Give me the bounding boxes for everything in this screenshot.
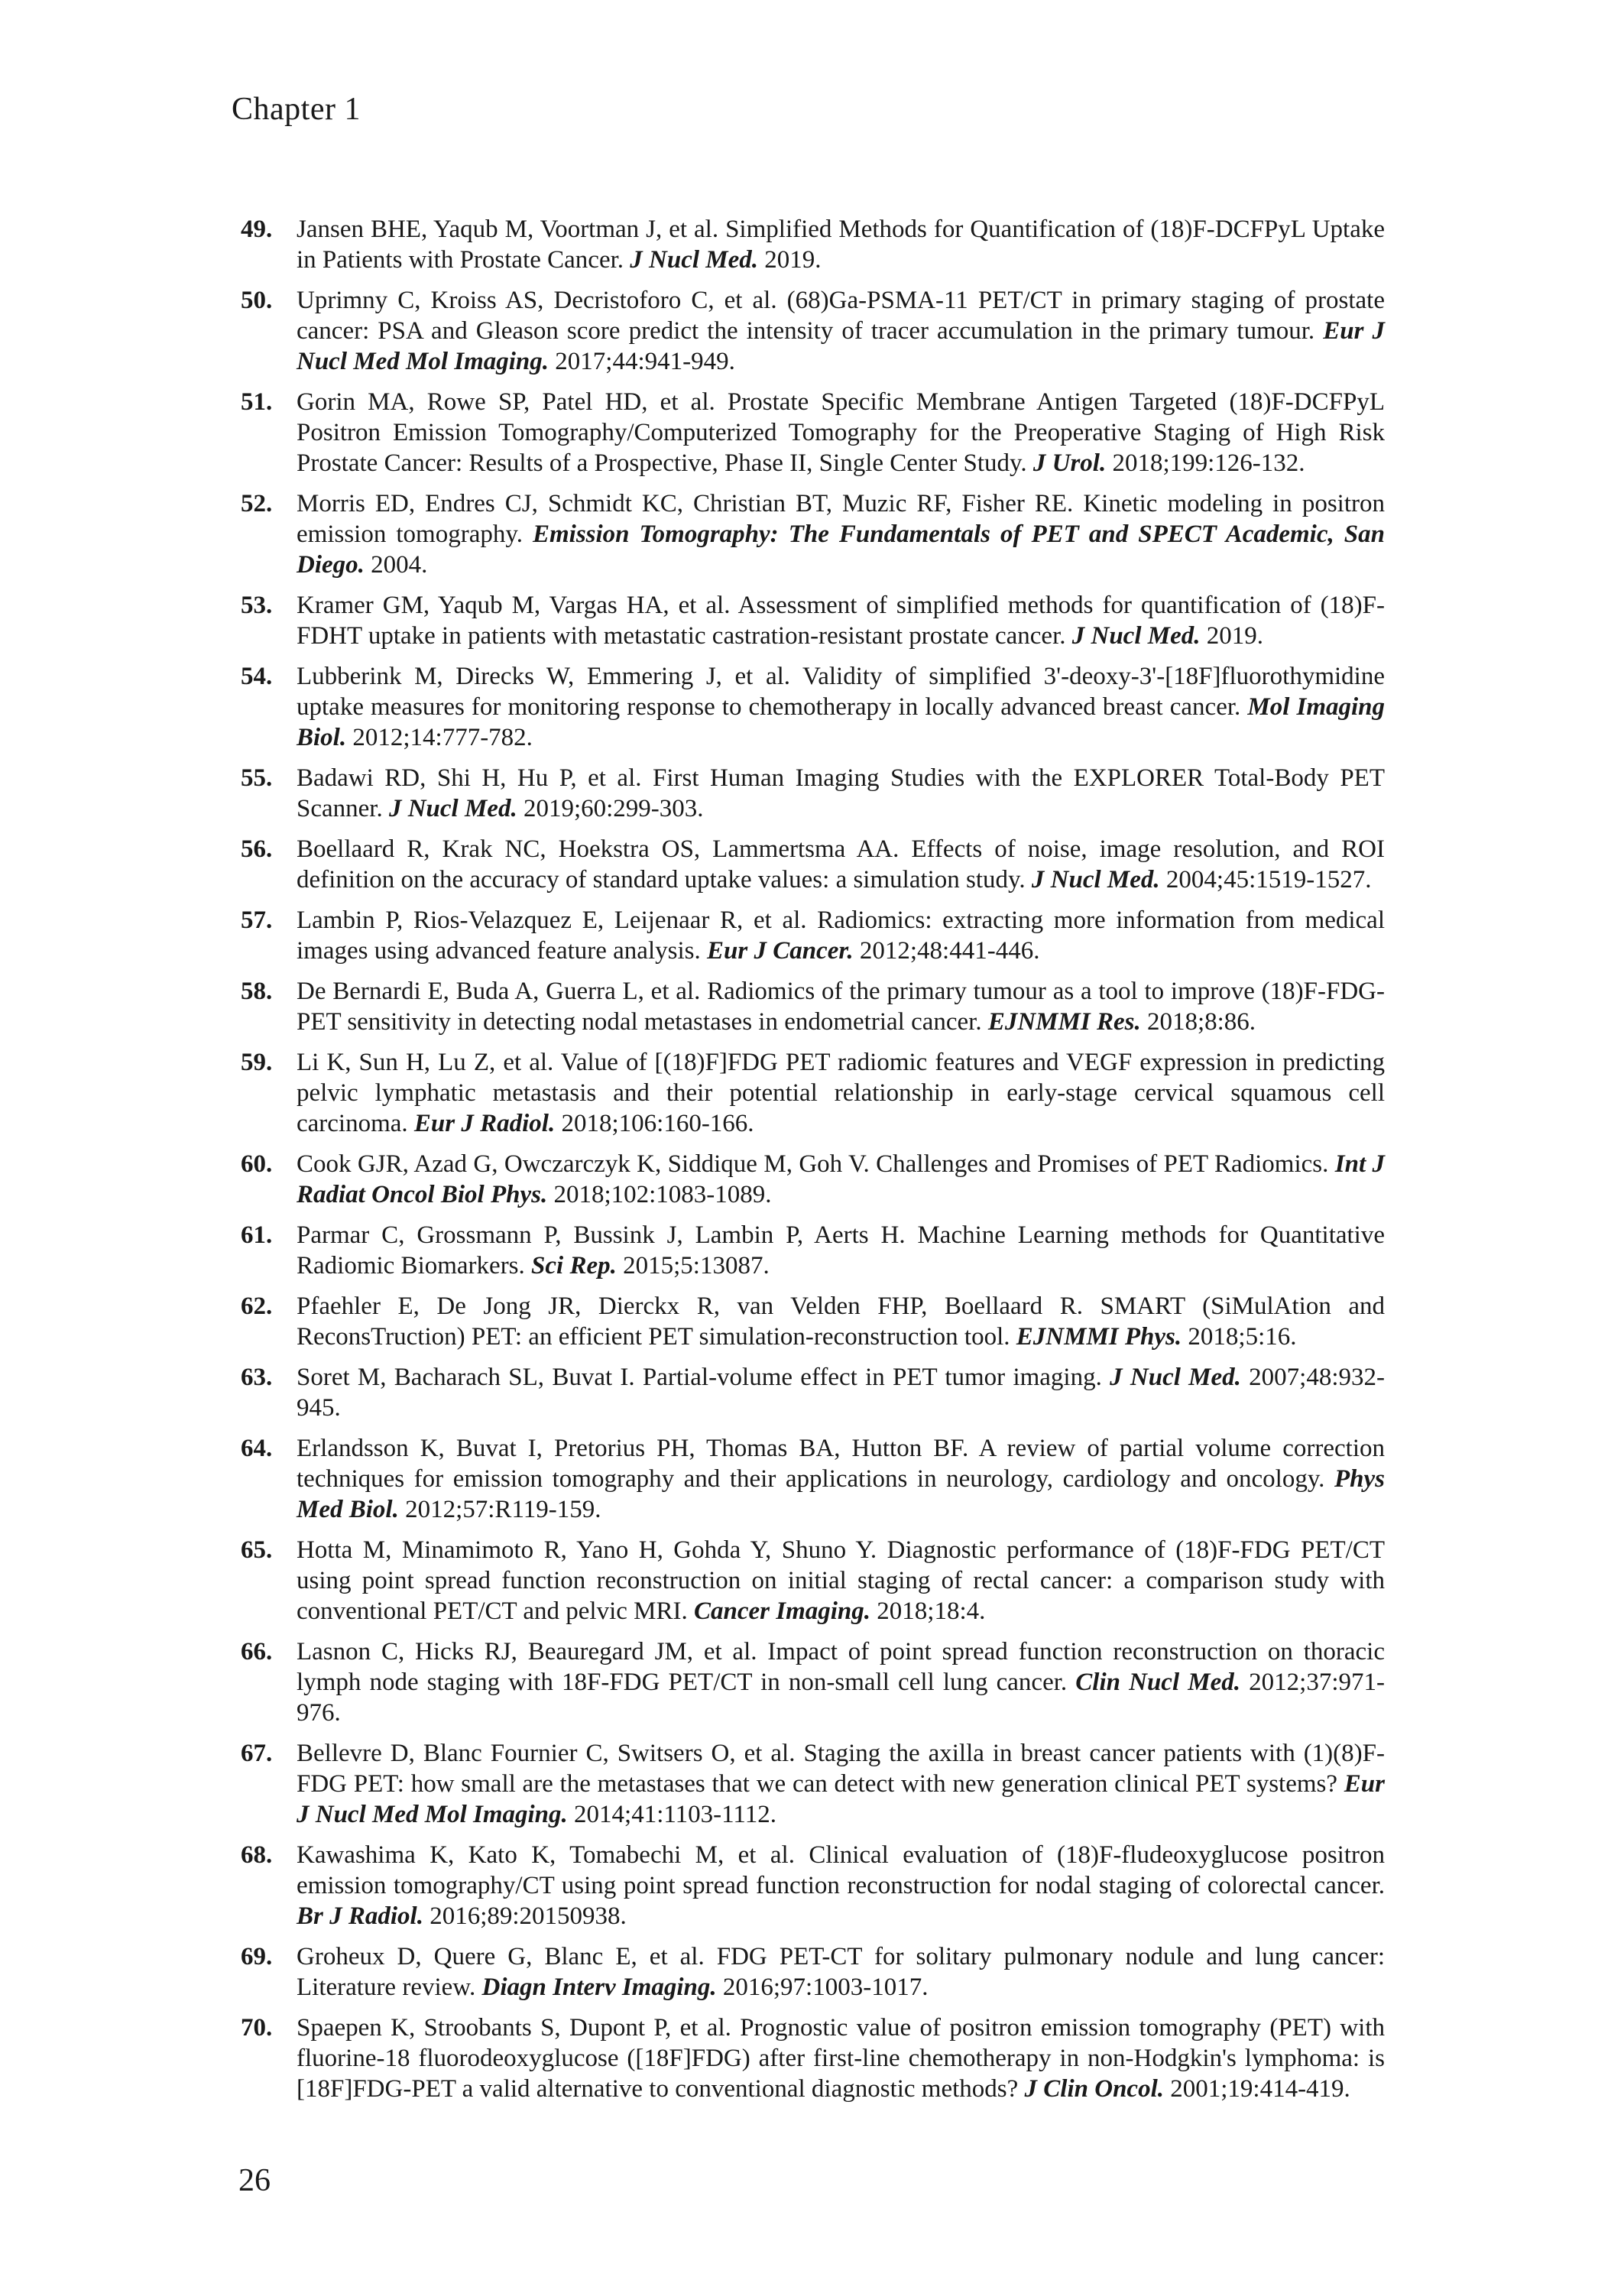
reference-item: [237, 1636, 1385, 1728]
journal-name: Eur J Cancer.: [706, 937, 854, 965]
reference-segment: Cook GJR, Azad G, Owczarczyk K, Siddique M, Goh V. Challenges and Promises of PET Radiomics.: [297, 1150, 1335, 1178]
reference-number: 63.: [241, 1364, 273, 1391]
journal-name: Diagn Interv Imaging.: [481, 1974, 717, 2001]
page-number: 26: [238, 2163, 271, 2198]
reference-text: [297, 835, 1385, 894]
reference-text: [297, 287, 1385, 375]
reference-segment: 2014;41:1103-1112.: [567, 1801, 776, 1828]
reference-item: [237, 661, 1385, 753]
reference-number: 57.: [241, 906, 273, 934]
reference-number: 58.: [241, 978, 273, 1005]
reference-number: 51.: [241, 388, 273, 416]
reference-text: [297, 1150, 1385, 1208]
reference-item: [237, 763, 1385, 824]
reference-segment: Lubberink M, Direcks W, Emmering J, et al. Validity of simplified 3'-deoxy-3'-[18F]fluorothymidine uptake measures for monitoring response to chemotherapy in locally advanced breast cancer.: [297, 663, 1385, 721]
reference-segment: Jansen BHE, Yaqub M, Voortman J, et al. Simplified Methods for Quantification of (18)F-DCFPyL Uptake in Patients with Prostate Cancer.: [297, 216, 1385, 274]
reference-segment: Badawi RD, Shi H, Hu P, et al. First Human Imaging Studies with the EXPLORER Total-Body PET Scanner.: [297, 764, 1385, 822]
reference-number: 70.: [241, 2014, 273, 2042]
reference-item: [237, 1047, 1385, 1139]
journal-name: Sci Rep.: [531, 1252, 617, 1279]
reference-segment: Boellaard R, Krak NC, Hoekstra OS, Lammertsma AA. Effects of noise, image resolution, and ROI definition on the accuracy of standard uptake values: a simulation study.: [297, 835, 1385, 894]
reference-segment: Pfaehler E, De Jong JR, Dierckx R, van Velden FHP, Boellaard R. SMART (SiMulAtion and ReconsTruction) PET: an efficient PET simulation-reconstruction tool.: [297, 1292, 1385, 1351]
reference-segment: Bellevre D, Blanc Fournier C, Switsers O, et al. Staging the axilla in breast cancer patients with (1)(8)F-FDG PET: how small are the metastases that we can detect with new generation clinical PET systems?: [297, 1740, 1385, 1798]
reference-number: 60.: [241, 1150, 273, 1178]
reference-text: [297, 906, 1385, 965]
reference-item: [237, 387, 1385, 478]
reference-number: 66.: [241, 1638, 273, 1665]
journal-name: J Nucl Med.: [1071, 622, 1201, 650]
chapter-header: Chapter 1: [232, 92, 361, 127]
reference-segment: 2012;37:971-976.: [297, 1669, 1385, 1727]
reference-number: 62.: [241, 1292, 273, 1320]
reference-number: 69.: [241, 1943, 273, 1970]
reference-text: [297, 490, 1385, 579]
reference-segment: Gorin MA, Rowe SP, Patel HD, et al. Prostate Specific Membrane Antigen Targeted (18)F-DCFPyL Positron Emission Tomography/Computerized Tomography for the Preoperative Staging of High Risk Prostate Cancer: Results of a Prospective, Phase II, Single Center Study.: [297, 388, 1385, 477]
reference-segment: 2012;48:441-446.: [853, 937, 1040, 965]
reference-segment: Soret M, Bacharach SL, Buvat I. Partial-volume effect in PET tumor imaging.: [297, 1364, 1110, 1391]
reference-item: [237, 905, 1385, 966]
journal-name: Emission Tomography: The Fundamentals of PET and SPECT Academic, San Diego.: [297, 521, 1385, 579]
reference-text: [297, 1638, 1385, 1727]
reference-item: [237, 976, 1385, 1037]
reference-segment: 2017;44:941-949.: [549, 348, 735, 375]
reference-segment: Hotta M, Minamimoto R, Yano H, Gohda Y, Shuno Y. Diagnostic performance of (18)F-FDG PET/CT using point spread function reconstruction on initial staging of rectal cancer: a comparison study with conventional PET/CT and pelvic MRI.: [297, 1536, 1385, 1625]
reference-text: [297, 978, 1385, 1036]
journal-name: EJNMMI Phys.: [1016, 1323, 1182, 1351]
reference-item: [237, 1362, 1385, 1423]
journal-name: Clin Nucl Med.: [1075, 1669, 1241, 1696]
reference-segment: Li K, Sun H, Lu Z, et al. Value of [(18)F]FDG PET radiomic features and VEGF expression in predicting pelvic lymphatic metastasis and their potential relationship in early-stage cervical squamous cell carcinoma.: [297, 1049, 1385, 1137]
reference-segment: Lasnon C, Hicks RJ, Beauregard JM, et al. Impact of point spread function reconstruction on thoracic lymph node staging with 18F-FDG PET/CT in non-small cell lung cancer.: [297, 1638, 1385, 1696]
reference-segment: 2016;97:1003-1017.: [716, 1974, 929, 2001]
reference-segment: 2019.: [758, 246, 822, 274]
reference-text: [297, 1221, 1385, 1279]
reference-list: [237, 214, 1385, 2114]
reference-segment: 2018;5:16.: [1182, 1323, 1297, 1351]
journal-name: J Nucl Med.: [1031, 866, 1160, 894]
reference-segment: Morris ED, Endres CJ, Schmidt KC, Christian BT, Muzic RF, Fisher RE. Kinetic modeling in positron emission tomography.: [297, 490, 1385, 548]
reference-text: [297, 1364, 1385, 1422]
reference-item: [237, 1738, 1385, 1830]
reference-segment: Parmar C, Grossmann P, Bussink J, Lambin P, Aerts H. Machine Learning methods for Quantitative Radiomic Biomarkers.: [297, 1221, 1385, 1279]
reference-segment: 2015;5:13087.: [616, 1252, 770, 1279]
reference-text: [297, 1435, 1385, 1523]
reference-segment: 2018;106:160-166.: [555, 1110, 754, 1137]
reference-item: [237, 1840, 1385, 1931]
reference-text: [297, 1536, 1385, 1625]
journal-name: Int J Radiat Oncol Biol Phys.: [297, 1150, 1386, 1208]
reference-item: [237, 834, 1385, 895]
reference-item: [237, 1149, 1385, 1210]
reference-item: [237, 214, 1385, 275]
journal-name: Eur J Radiol.: [413, 1110, 556, 1137]
reference-text: [297, 2014, 1385, 2103]
reference-segment: 2016;89:20150938.: [423, 1902, 627, 1930]
reference-segment: Kawashima K, Kato K, Tomabechi M, et al. Clinical evaluation of (18)F-fludeoxyglucose positron emission tomography/CT using point spread function reconstruction for nodal staging of colorectal cancer.: [297, 1841, 1385, 1899]
journal-name: J Clin Oncol.: [1024, 2075, 1164, 2103]
reference-segment: 2004;45:1519-1527.: [1159, 866, 1372, 894]
reference-item: [237, 590, 1385, 651]
reference-segment: Erlandsson K, Buvat I, Pretorius PH, Thomas BA, Hutton BF. A review of partial volume correction techniques for emission tomography and their applications in neurology, cardiology and oncology.: [297, 1435, 1385, 1493]
reference-item: [237, 1535, 1385, 1627]
reference-text: [297, 388, 1385, 477]
reference-segment: Lambin P, Rios-Velazquez E, Leijenaar R, et al. Radiomics: extracting more information from medical images using advanced feature analysis.: [297, 906, 1385, 965]
reference-number: 67.: [241, 1740, 273, 1767]
reference-segment: 2018;102:1083-1089.: [547, 1181, 772, 1208]
reference-segment: De Bernardi E, Buda A, Guerra L, et al. Radiomics of the primary tumour as a tool to improve (18)F-FDG-PET sensitivity in detecting nodal metastases in endometrial cancer.: [297, 978, 1385, 1036]
reference-text: [297, 1049, 1385, 1137]
reference-text: [297, 764, 1385, 822]
reference-item: [237, 1941, 1385, 2003]
reference-segment: 2018;8:86.: [1140, 1008, 1256, 1036]
reference-text: [297, 592, 1385, 650]
reference-number: 54.: [241, 663, 273, 690]
reference-segment: Spaepen K, Stroobants S, Dupont P, et al. Prognostic value of positron emission tomography (PET) with fluorine-18 fluorodeoxyglucose ([18F]FDG) after first-line chemotherapy in non-Hodgkin's lymphoma: is [18F]FDG-PET a valid alternative to conventional diagnostic methods?: [297, 2014, 1385, 2103]
reference-segment: 2018;18:4.: [870, 1597, 986, 1625]
reference-segment: 2018;199:126-132.: [1106, 449, 1305, 477]
reference-number: 55.: [241, 764, 273, 792]
journal-name: J Nucl Med.: [1110, 1364, 1241, 1391]
journal-name: Eur J Nucl Med Mol Imaging.: [297, 317, 1385, 375]
reference-number: 52.: [241, 490, 273, 517]
reference-number: 50.: [241, 287, 273, 314]
reference-text: [297, 1841, 1385, 1930]
reference-segment: 2019;60:299-303.: [517, 795, 704, 822]
reference-item: [237, 488, 1385, 580]
reference-segment: 2019.: [1200, 622, 1263, 650]
reference-number: 68.: [241, 1841, 273, 1869]
reference-text: [297, 1740, 1385, 1828]
reference-number: 64.: [241, 1435, 273, 1462]
reference-item: [237, 1291, 1385, 1352]
reference-item: [237, 285, 1385, 377]
reference-item: [237, 1220, 1385, 1281]
reference-segment: 2004.: [364, 551, 428, 579]
reference-segment: Kramer GM, Yaqub M, Vargas HA, et al. Assessment of simplified methods for quantification of (18)F-FDHT uptake in patients with metastatic castration-resistant prostate cancer.: [297, 592, 1385, 650]
reference-item: [237, 2012, 1385, 2104]
journal-name: J Nucl Med.: [388, 795, 517, 822]
reference-number: 61.: [241, 1221, 273, 1249]
reference-segment: 2001;19:414-419.: [1163, 2075, 1350, 2103]
reference-number: 65.: [241, 1536, 273, 1564]
reference-text: [297, 216, 1385, 274]
journal-name: Cancer Imaging.: [693, 1597, 871, 1625]
journal-name: Phys Med Biol.: [297, 1465, 1385, 1523]
reference-segment: Groheux D, Quere G, Blanc E, et al. FDG PET-CT for solitary pulmonary nodule and lung cancer: Literature review.: [297, 1943, 1385, 2001]
reference-segment: 2012;14:777-782.: [346, 724, 533, 751]
journal-name: Br J Radiol.: [297, 1902, 423, 1930]
journal-name: Mol Imaging Biol.: [297, 693, 1386, 751]
reference-number: 49.: [241, 216, 273, 243]
reference-item: [237, 1433, 1385, 1525]
journal-name: J Urol.: [1032, 449, 1107, 477]
reference-segment: 2007;48:932-945.: [297, 1364, 1386, 1422]
reference-text: [297, 1292, 1385, 1351]
reference-text: [297, 663, 1385, 751]
reference-number: 53.: [241, 592, 273, 619]
journal-name: J Nucl Med.: [630, 246, 759, 274]
journal-name: Eur J Nucl Med Mol Imaging.: [297, 1770, 1385, 1828]
journal-name: EJNMMI Res.: [987, 1008, 1141, 1036]
reference-number: 59.: [241, 1049, 273, 1076]
reference-number: 56.: [241, 835, 273, 863]
reference-text: [297, 1943, 1385, 2001]
reference-segment: Uprimny C, Kroiss AS, Decristoforo C, et al. (68)Ga-PSMA-11 PET/CT in primary staging of prostate cancer: PSA and Gleason score predict the intensity of tracer accumulation in the primary tumour.: [297, 287, 1385, 345]
reference-segment: 2012;57:R119-159.: [398, 1496, 601, 1523]
